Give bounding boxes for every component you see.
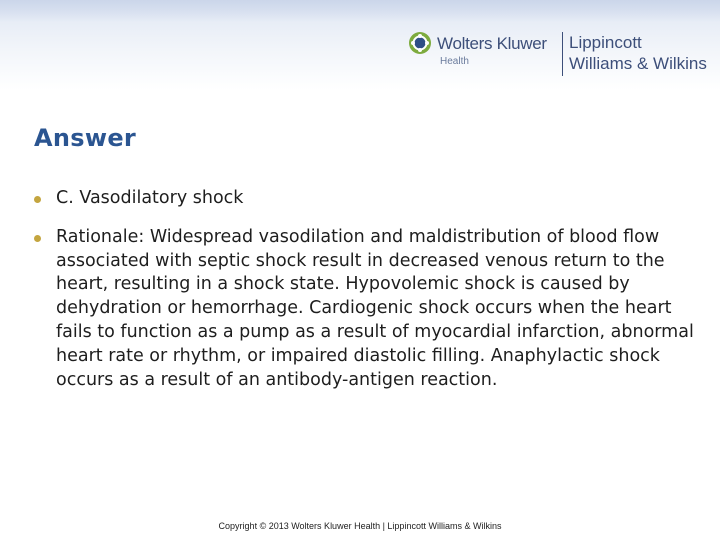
bullet-dot-icon [34, 235, 41, 242]
logo-primary-subtext: Health [440, 56, 469, 67]
bullet-list [34, 187, 702, 407]
footer-copyright: Copyright © 2013 Wolters Kluwer Health | Lippincott Williams & Wilkins [218, 521, 502, 531]
logo-secondary-line1: Lippincott [569, 33, 642, 52]
bullet-dot-icon [34, 196, 41, 203]
bullet-item [34, 226, 702, 393]
lippincott-logo [569, 32, 707, 74]
logo-primary-text: Wolters Kluwer [437, 34, 547, 53]
slide-title: Answer [34, 124, 137, 152]
globe-icon [408, 31, 432, 55]
wolters-kluwer-logo [408, 31, 558, 71]
bullet-item [34, 187, 702, 211]
logo-secondary-line2: Williams & Wilkins [569, 54, 707, 73]
bullet-text: C. Vasodilatory shock [56, 188, 244, 208]
bullet-text: Rationale: Widespread vasodilation and maldistribution of blood flow associated with septic shock result in decreased venous return to the heart, resulting in a shock state. Hypovolemic shock is caused by dehydration or hemorrhage. Cardiogenic shock occurs when the heart fails to function as a pump as a result of myocardial infarction, abnormal heart rate or rhythm, or impaired diastolic filling. Anaphylactic shock occurs as a result of an antibody-antigen reaction. [56, 226, 694, 390]
logo-divider [562, 32, 563, 76]
